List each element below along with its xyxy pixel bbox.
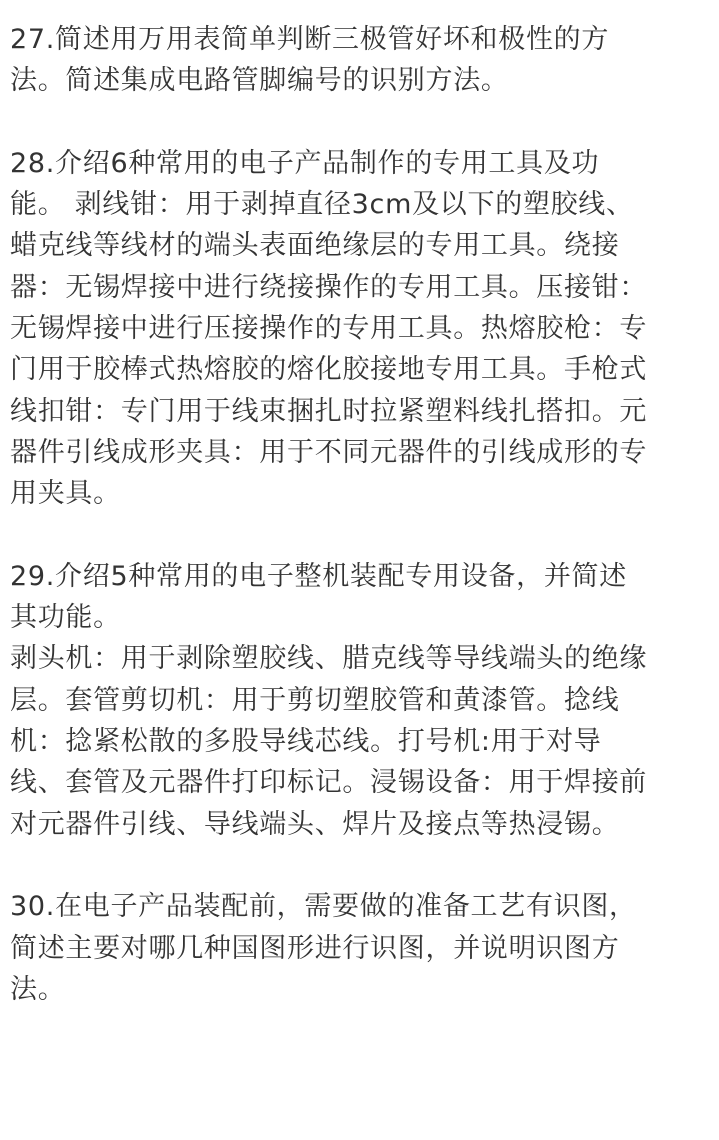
text-line: 27.简述用万用表简单判断三极管好坏和极性的方	[10, 24, 610, 55]
text-line: 28.介绍6种常用的电子产品制作的专用工具及功	[10, 147, 600, 179]
text-line: 剥头机：用于剥除塑胶线、腊克线等导线端头的绝缘	[10, 643, 648, 675]
paragraph-gap	[10, 102, 711, 143]
text-line: 机：捻紧松散的多股导线芯线。打号机:用于对导	[10, 726, 602, 758]
paragraph-gap	[10, 845, 711, 886]
text-line: 其功能。	[10, 602, 121, 634]
text-line: 层。套管剪切机：用于剪切塑胶管和黄漆管。捻线	[10, 684, 620, 716]
question-30	[10, 886, 711, 1010]
question-29	[10, 556, 711, 845]
paragraph-gap	[10, 515, 711, 556]
question-27	[10, 19, 711, 102]
text-line: 对元器件引线、导线端头、焊片及接点等热浸锡。	[10, 808, 620, 840]
text-line: 器：无锡焊接中进行绕接操作的专用工具。压接钳：	[10, 271, 648, 303]
text-line: 器件引线成形夹具：用于不同元器件的引线成形的专	[10, 436, 648, 468]
text-line: 用夹具。	[10, 478, 121, 510]
text-line: 29.介绍5种常用的电子整机装配专用设备，并简述	[10, 560, 627, 592]
text-line: 线扣钳：专门用于线束捆扎时拉紧塑料线扎搭扣。元	[10, 395, 648, 427]
text-line: 简述主要对哪几种国图形进行识图，并说明识图方	[10, 932, 620, 964]
question-28	[10, 143, 711, 515]
text-line: 线、套管及元器件打印标记。浸锡设备：用于焊接前	[10, 767, 648, 799]
text-line: 法。简述集成电路管脚编号的识别方法。	[10, 65, 509, 97]
text-line: 蜡克线等线材的端头表面绝缘层的专用工具。绕接	[10, 230, 620, 262]
text-line: 法。	[10, 973, 66, 1005]
text-line: 门用于胶棒式热熔胶的熔化胶接地专用工具。手枪式	[10, 354, 648, 386]
text-line: 无锡焊接中进行压接操作的专用工具。热熔胶枪：专	[10, 313, 648, 345]
text-line: 能。 剥线钳：用于剥掉直径3cm及以下的塑胶线、	[10, 189, 634, 221]
text-line: 30.在电子产品装配前，需要做的准备工艺有识图，	[10, 891, 637, 923]
